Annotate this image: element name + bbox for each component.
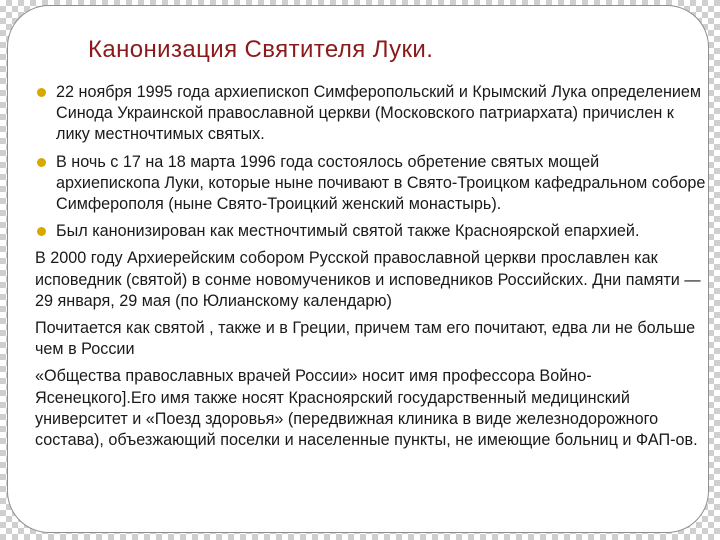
bullet-text: В ночь с 17 на 18 марта 1996 года состоялось обретение святых мощей архиепископа Луки, которые ныне почивают в Свято-Троицком кафедральном соборе Симферополя (ныне Свято-Троицкий женский монастырь). (56, 152, 706, 214)
bullet-item (35, 82, 707, 146)
paragraph: В 2000 году Архиерейским собором Русской православной церкви прославлен как исповедник (святой) в сонме новомучеников и исповедников Российских. Дни памяти — 29 января, 29 мая (по Юлианскому календарю) (35, 249, 701, 310)
bullet-dot-icon (37, 88, 46, 97)
paragraph: «Общества православных врачей России» носит имя профессора Войно-Ясенецкого].Его имя также носят Красноярский государственный медицинский университет и «Поезд здоровья» (передвижная клиника в виде железнодорожного состава), объезжающий поселки и населенные пункты, не имеющие больниц и ФАП-ов. (35, 367, 698, 450)
bullet-item (35, 221, 707, 242)
bullet-dot-icon (37, 158, 46, 167)
bullet-text: 22 ноября 1995 года архиепископ Симферопольский и Крымский Лука определением Синода Украинской православной церкви (Московского патриархата) причислен к лику местночтимых святых. (56, 83, 702, 144)
bullet-dot-icon (37, 227, 46, 236)
content-card (7, 5, 709, 533)
paragraph: Почитается как святой , также и в Греции, причем там его почитают, едва ли не больше чем в России (35, 319, 696, 359)
slide-title: Канонизация Святителя Луки. (88, 36, 434, 63)
slide-body (35, 82, 707, 457)
bullet-text: Был канонизирован как местночтимый святой также Красноярской епархией. (56, 222, 640, 241)
bullet-item (35, 152, 707, 216)
